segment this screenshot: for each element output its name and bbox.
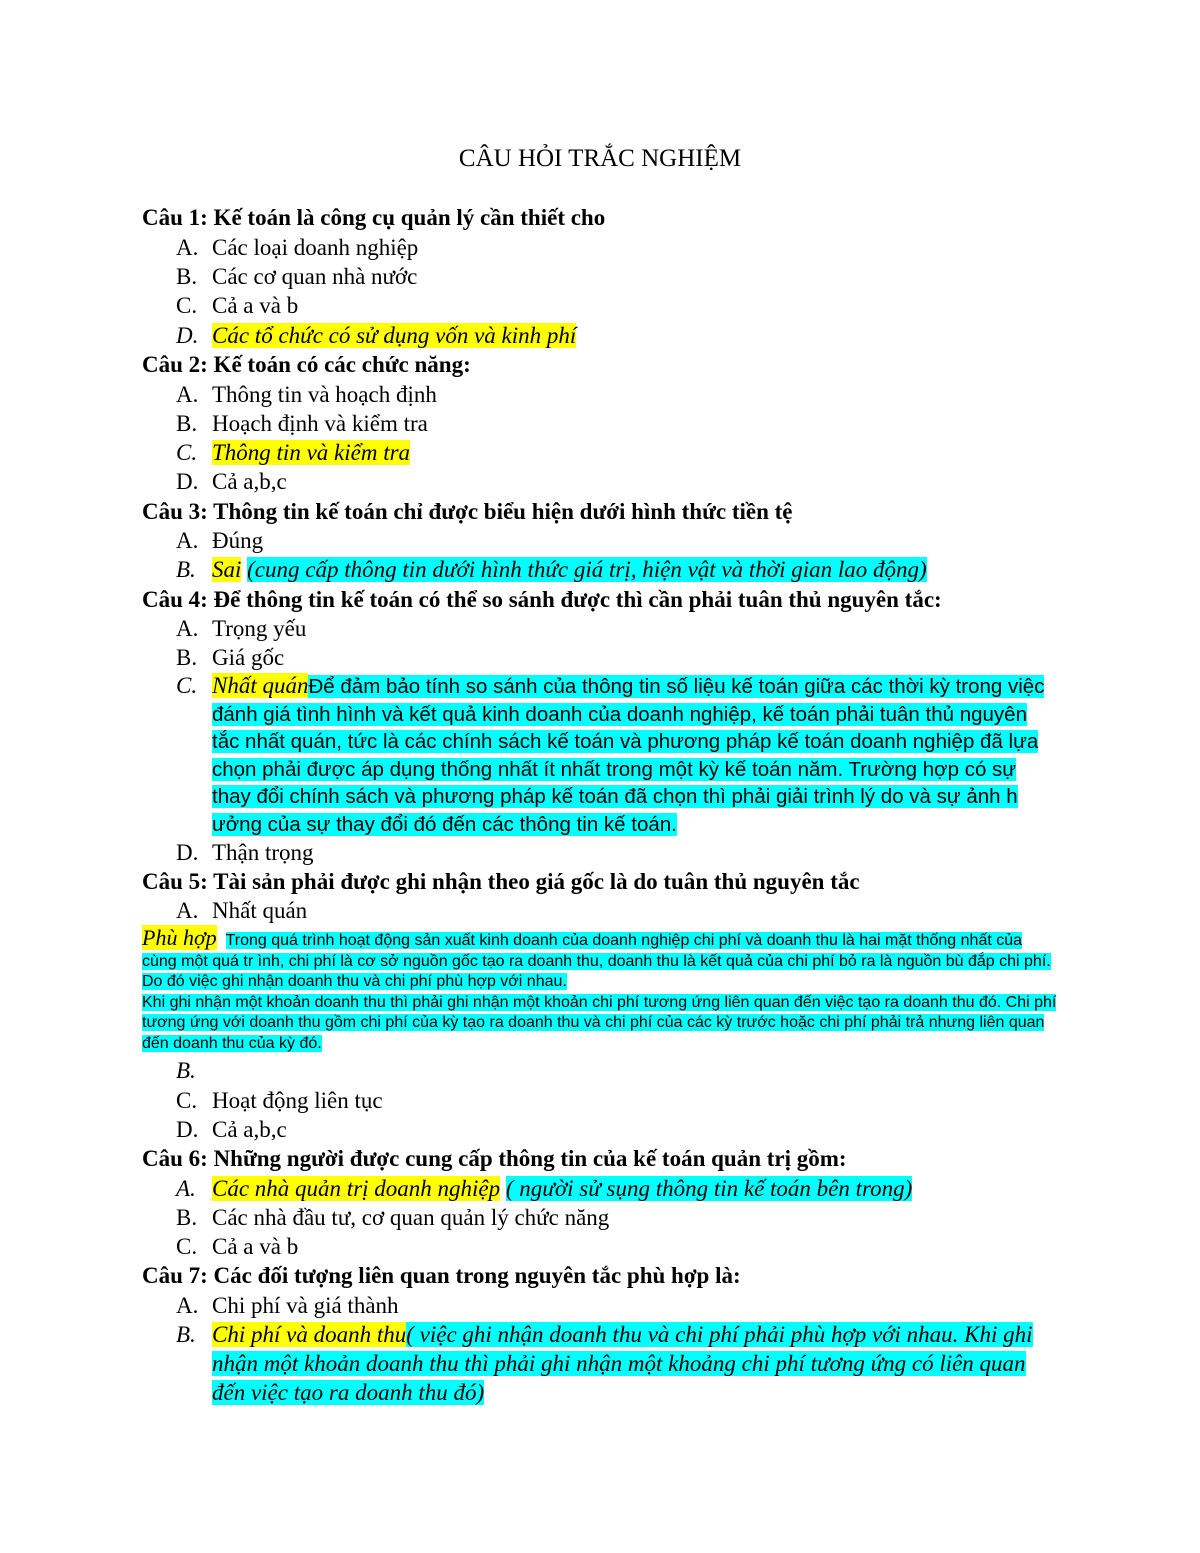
q4-explanation: Để đảm bảo tính so sánh của thông tin số liệu kế toán giữa các thời kỳ trong việc đánh giá tình hình và kết quả kinh doanh của doanh nghiệp, kế toán phải tuân thủ nguyên tắc nhất quán, tức là các chính sách kế toán và phương pháp kế toán doanh nghiệp đã lựa chọn phải được áp dụng thống nhất ít nhất trong một kỳ kế toán năm. Trường hợp có sự thay đổi chính sách và phương pháp kế toán đã chọn thì phải giải trình lý do và sự ảnh h ưởng của sự thay đổi đó đến các thông tin kế toán. xyxy=(212,675,1045,836)
q4-answer-highlight: Nhất quán xyxy=(212,673,309,698)
q6-option-b: B. Các nhà đầu tư, cơ quan quản lý chức năng xyxy=(176,1205,610,1230)
q5-option-a: A. Nhất quán xyxy=(176,898,308,923)
q7-option-b-letter: B. xyxy=(176,1322,196,1347)
q1-option-a-text: Các loại doanh nghiệp xyxy=(212,235,419,260)
q4-option-b: B. Giá gốc xyxy=(176,645,285,670)
question-4: Câu 4: Để thông tin kế toán có thể so sánh được thì cần phải tuân thủ nguyên tắc: xyxy=(142,587,942,612)
q5-option-b: B. xyxy=(176,1058,196,1083)
q6-option-c: C. Cả a và b xyxy=(176,1234,299,1259)
q5-answer-block xyxy=(142,925,1057,1054)
q7-answer-highlight: Chi phí và doanh thu xyxy=(212,1322,407,1347)
q1-option-b: B. Các cơ quan nhà nước xyxy=(176,264,418,289)
q1-answer-highlight: Các tổ chức có sử dụng vốn và kinh phí xyxy=(212,323,577,348)
q4-option-c-answer: C. Nhất quánĐể đảm bảo tính so sánh của thông tin số liệu kế toán giữa các thời kỳ trong việc đánh giá tình hình và kết quả kinh doanh của doanh nghiệp, kế toán phải tuân thủ nguyên tắc nhất quán, tức là các chính sách kế toán và phương pháp kế toán doanh nghiệp đã lựa chọn phải được áp dụng thống nhất ít nhất trong một kỳ kế toán năm. Trường hợp có sự thay đổi chính sách và phương pháp kế toán đã chọn thì phải giải trình lý do và sự ảnh h ưởng của sự thay đổi đó đến các thông tin kế toán. xyxy=(176,672,1056,700)
q7-option-b-answer xyxy=(212,1320,1057,1407)
question-5: Câu 5: Tài sản phải được ghi nhận theo giá gốc là do tuân thủ nguyên tắc xyxy=(142,869,860,894)
q1-option-d-answer: D. Các tổ chức có sử dụng vốn và kinh phí xyxy=(176,323,577,348)
question-1: Câu 1: Kế toán là công cụ quản lý cần thiết cho xyxy=(142,205,606,230)
q3-option-b-answer: B. Sai (cung cấp thông tin dưới hình thức giá trị, hiện vật và thời gian lao động) xyxy=(176,557,927,582)
q5-option-c: C. Hoạt động liên tục xyxy=(176,1088,383,1113)
q6-answer-highlight: Các nhà quản trị doanh nghiệp xyxy=(212,1176,501,1201)
q4-explanation-block xyxy=(212,672,1056,838)
q2-option-d: D. Cả a,b,c xyxy=(176,469,287,494)
q4-option-d: D. Thận trọng xyxy=(176,840,314,865)
q3-answer-highlight: Sai xyxy=(212,557,242,582)
q5-explanation-1: Trong quá trình hoạt động sản xuất kinh doanh của doanh nghiệp chi phí và doanh thu là hai mặt thống nhất của cùng một quá tr ình, chi phí là cơ sở nguồn gốc tạo ra doanh thu, doanh thu là kết quả của chi phí bỏ ra là nguồn bù đắp chi phí. Do đó việc ghi nhận doanh thu và chi phí phù hợp với nhau. xyxy=(142,932,1051,990)
question-3: Câu 3: Thông tin kế toán chỉ được biểu hiện dưới hình thức tiền tệ xyxy=(142,499,793,524)
q1-option-b-text: Các cơ quan nhà nước xyxy=(212,264,418,289)
question-7: Câu 7: Các đối tượng liên quan trong nguyên tắc phù hợp là: xyxy=(142,1263,741,1288)
q7-explanation: ( việc ghi nhận doanh thu và chi phí phải phù hợp với nhau. Khi ghi nhận một khoản doanh thu thì phải ghi nhận một khoảng chi phí tương ứng có liên quan đến việc tạo ra doanh thu đó) xyxy=(212,1322,1033,1405)
q5-answer-highlight: Phù hợp xyxy=(142,925,217,950)
q6-explanation: ( người sử sụng thông tin kế toán bên trong) xyxy=(505,1176,913,1201)
q1-option-a: A. Các loại doanh nghiệp xyxy=(176,235,419,260)
q5-explanation-2: Khi ghi nhận một khoản doanh thu thì phải ghi nhận một khoản chi phí tương ứng liên quan đến việc tạo ra doanh thu đó. Chi phí tương ứng với doanh thu gồm chi phí của kỳ tạo ra doanh thu và chi phí của các kỳ trước hoặc chi phí phải trả nhưng liên quan đến doanh thu của kỳ đó. xyxy=(142,993,1057,1052)
question-6: Câu 6: Những người được cung cấp thông tin của kế toán quản trị gồm: xyxy=(142,1146,847,1171)
q4-option-a: A. Trọng yếu xyxy=(176,616,307,641)
q2-option-a: A. Thông tin và hoạch định xyxy=(176,382,437,407)
q5-option-d: D. Cả a,b,c xyxy=(176,1117,287,1142)
q6-option-a-answer: A. Các nhà quản trị doanh nghiệp ( người sử sụng thông tin kế toán bên trong) xyxy=(176,1176,913,1201)
q1-option-c-text: Cả a và b xyxy=(212,293,299,318)
q7-option-a: A. Chi phí và giá thành xyxy=(176,1293,399,1318)
q2-option-c-answer: C. Thông tin và kiểm tra xyxy=(176,440,411,465)
q3-explanation: (cung cấp thông tin dưới hình thức giá trị, hiện vật và thời gian lao động) xyxy=(247,557,927,582)
question-2: Câu 2: Kế toán có các chức năng: xyxy=(142,352,471,377)
q1-option-c: C. Cả a và b xyxy=(176,293,299,318)
q2-option-b: B. Hoạch định và kiểm tra xyxy=(176,411,428,436)
q2-answer-highlight: Thông tin và kiểm tra xyxy=(212,440,411,465)
page-title: CÂU HỎI TRẮC NGHIỆM xyxy=(458,145,742,172)
q3-option-a: A. Đúng xyxy=(176,528,264,553)
